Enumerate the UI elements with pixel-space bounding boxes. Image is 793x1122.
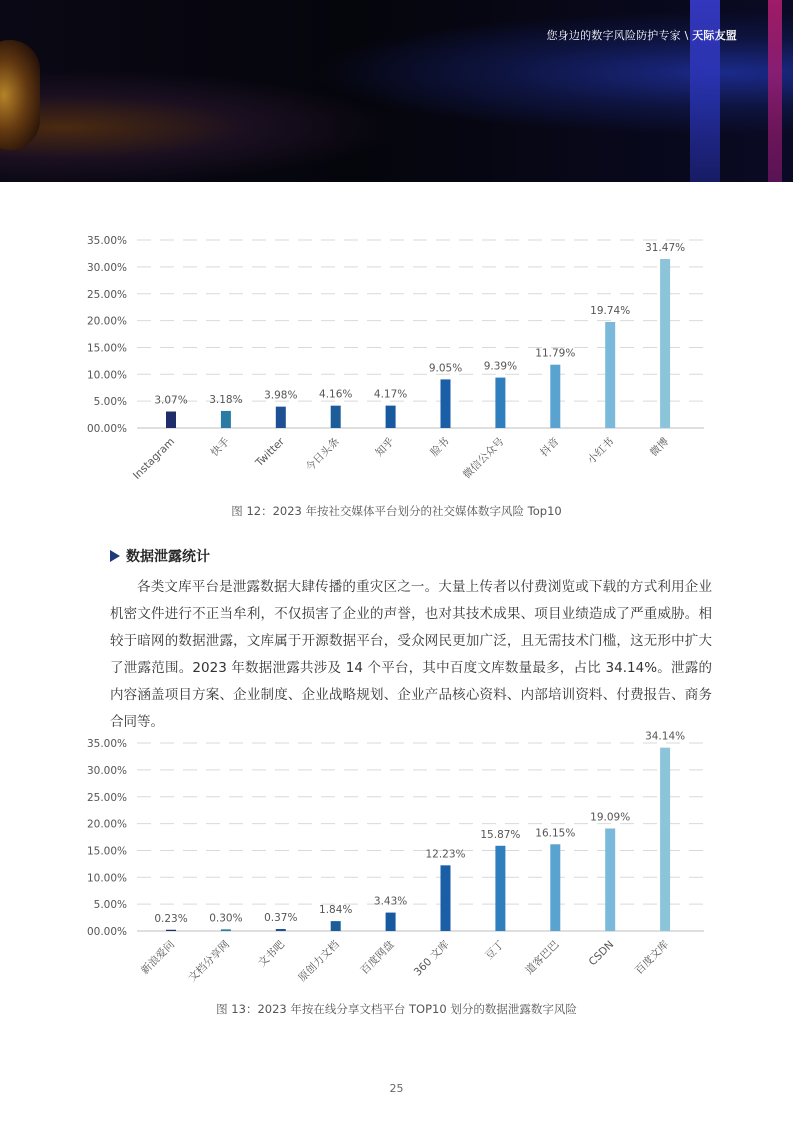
bar [386, 913, 396, 931]
data-label: 0.30% [209, 912, 243, 925]
y-tick-label: 25.00% [86, 288, 127, 301]
bar [605, 322, 615, 428]
slogan-text: 您身边的数字风险防护专家 [546, 29, 681, 42]
data-label: 3.07% [154, 394, 188, 407]
bar [221, 411, 231, 428]
figure-caption: 图 12：2023 年按社交媒体平台划分的社交媒体数字风险 Top10 [231, 504, 562, 518]
x-tick-label: 小红书 [585, 435, 617, 467]
data-label: 3.43% [373, 895, 408, 908]
bar [441, 865, 451, 931]
x-tick-label: 文档分享网 [186, 938, 233, 985]
chart-document-platforms-svg [0, 725, 793, 990]
bar [495, 846, 505, 931]
x-tick-label: CSDN [586, 938, 617, 969]
x-tick-label: 脸书 [428, 435, 452, 459]
y-tick-label: 00.00% [86, 423, 127, 435]
data-label: 0.23% [154, 912, 188, 925]
x-tick-label: 道客巴巴 [523, 938, 562, 977]
y-tick-label: 30.00% [86, 261, 127, 274]
bar [331, 921, 341, 931]
header-banner [0, 0, 793, 182]
x-tick-label: 快手 [208, 435, 233, 459]
body-paragraph: 各类文库平台是泄露数据大肆传播的重灾区之一。大量上传者以付费浏览或下载的方式利用企业机密文件进行不正当牟利，不仅损害了企业的声誉，也对其技术成果、项目业绩造成了严重威胁。相较于暗网的数据泄露，文库属于开源数据平台，受众网民更加广泛，且无需技术门槛，这无形中扩大了泄露范围。2023 年数据泄露共涉及 14 个平台，其中百度文库数量最多，占比 34.14%。泄露的内容涵盖项目方案、企业制度、企业战略规划、企业产品核心资料、内部培训资料、付费报告、商务合同等。 [110, 579, 712, 730]
data-label: 4.17% [373, 388, 408, 401]
x-tick-label: Twitter [253, 435, 287, 470]
data-label: 15.87% [480, 828, 521, 841]
y-tick-label: 5.00% [93, 396, 127, 409]
x-tick-label: Instagram [130, 435, 178, 482]
data-label: 19.09% [590, 811, 631, 824]
x-tick-label: 微信公众号 [460, 435, 507, 482]
y-tick-label: 00.00% [86, 926, 127, 938]
slogan-separator: \ [680, 29, 693, 42]
x-tick-label: 原创力文档 [296, 938, 342, 985]
brand-name: 天际友盟 [692, 29, 737, 42]
x-tick-label: 微博 [647, 435, 672, 459]
x-tick-label: 360 文库 [411, 938, 452, 979]
chart-document-platforms [0, 725, 793, 990]
bar [441, 379, 451, 428]
data-label: 1.84% [319, 904, 353, 917]
data-label: 9.05% [428, 362, 463, 375]
y-tick-label: 30.00% [86, 764, 127, 777]
data-label: 3.18% [209, 393, 243, 406]
section-heading-text: 数据泄露统计 [126, 549, 210, 565]
y-tick-label: 35.00% [86, 738, 127, 751]
data-label: 31.47% [645, 242, 686, 255]
triangle-bullet-icon [110, 550, 120, 562]
x-tick-label: 百度网盘 [358, 938, 397, 977]
y-tick-label: 35.00% [86, 235, 127, 248]
bar [550, 844, 560, 931]
x-tick-label: 百度文库 [633, 938, 672, 977]
y-tick-label: 15.00% [86, 342, 127, 355]
chart-social-media [0, 222, 793, 497]
bar [276, 407, 286, 428]
bar [605, 828, 615, 931]
data-label: 16.15% [535, 827, 576, 840]
banner-decoration [0, 40, 40, 150]
data-label: 0.37% [264, 912, 298, 925]
y-tick-label: 10.00% [86, 369, 127, 382]
data-label: 4.16% [319, 388, 353, 401]
data-label: 34.14% [645, 730, 686, 743]
page-number: 25 [389, 1082, 404, 1095]
y-tick-label: 15.00% [86, 845, 127, 858]
bar [660, 259, 670, 428]
bar [276, 929, 286, 931]
y-tick-label: 25.00% [86, 791, 127, 804]
bar [495, 378, 505, 428]
data-label: 3.98% [264, 389, 298, 402]
bar [331, 406, 341, 428]
y-tick-label: 20.00% [86, 315, 127, 328]
bar [386, 406, 396, 428]
bar [550, 365, 560, 428]
bar [660, 748, 670, 931]
y-tick-label: 5.00% [93, 899, 127, 912]
x-tick-label: 今日头条 [303, 435, 342, 474]
x-tick-label: 知乎 [373, 435, 397, 459]
bar [166, 930, 176, 931]
bar [166, 412, 176, 428]
x-tick-label: 文书吧 [256, 938, 287, 970]
banner-light-beam [768, 0, 782, 182]
data-label: 19.74% [590, 304, 631, 317]
x-tick-label: 豆丁 [483, 938, 507, 962]
data-label: 9.39% [483, 360, 518, 373]
x-tick-label: 抖音 [538, 435, 562, 459]
y-tick-label: 20.00% [86, 818, 127, 831]
data-label: 11.79% [535, 347, 576, 360]
figure-caption: 图 13：2023 年按在线分享文档平台 TOP10 划分的数据泄露数字风险 [216, 1002, 577, 1016]
data-label: 12.23% [425, 848, 466, 861]
x-tick-label: 新浪爱问 [138, 938, 178, 977]
y-tick-label: 10.00% [86, 872, 127, 885]
section-heading [110, 546, 210, 566]
bar [221, 929, 231, 931]
header-slogan [546, 27, 737, 43]
chart-social-media-svg [0, 222, 793, 497]
